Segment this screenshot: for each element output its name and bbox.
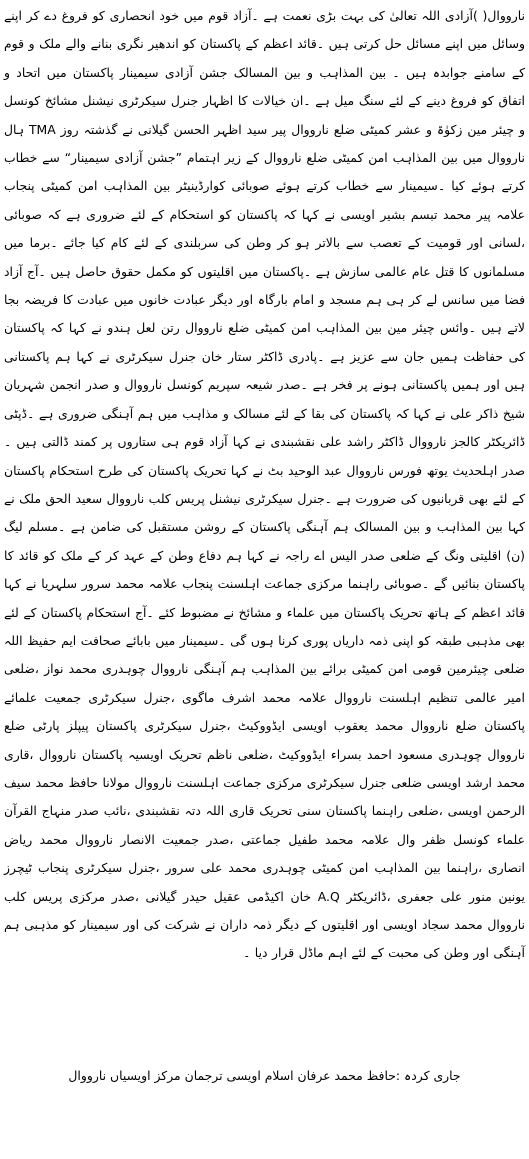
article-body [4, 2, 525, 968]
issued-by-footer: جاری کردہ :حافظ محمد عرفان اسلام اویسی ترجمان مرکز اویسیاں نارووال [68, 1068, 461, 1083]
article-paragraph: نارووال( )آزادی اللہ تعالیٰ کی بہت بڑی نعمت ہے ۔آزاد قوم میں خود انحصاری کو فروغ دے کر اپنے وسائل میں اپنے مسائل حل کرتی ہیں ۔قائد اعظم کے پاکستان کو اندھیر نگری بنانے والے ملک و قوم کے سامنے جوابدہ ہیں ۔ بین المذاہب و بین المسالک جشن آزادی سیمینار پاکستان میں اتحاد و اتفاق کو فروغ دینے کے لئے سنگ میل ہے ۔ان خیالات کا اظہار جنرل سیکرٹری نیشنل مشائخ کونسل و چیئر مین زکوٰۃ و عشر کمیٹی ضلع نارووال پیر سید اظہر الحسن گیلانی نے گذشتہ روز TMA ہال نارووال میں بین المذاہب امن کمیٹی ضلع نارووال کے زیر اہتمام ”جشن آزادی سیمینار“ سے خطاب کرتے ہوئے کیا ۔سیمینار سے خطاب کرتے ہوئے صوبائی کوارڈینیٹر بین المذاہب امن کمیٹی پنجاب علامہ پیر محمد تبسم بشیر اویسی نے کہا کہ پاکستان کو استحکام کے لئے ضروری ہے کہ صوبائی ،لسانی اور قومیت کے تعصب سے بالاتر ہو کر وطن کی سربلندی کے لئے کام کیا جائے ۔برما میں مسلمانوں کا قتل عام عالمی سازش ہے ۔پاکستان میں اقلیتوں کو مکمل حقوق حاصل ہیں ۔آج آزاد فضا میں سانس لے کر ہی ہم مسجد و امام بارگاہ اور دیگر عبادت خانوں میں عبادت کا فریضہ بجا لاتے ہیں ۔وائس چیئر مین بین المذاہب امن کمیٹی ضلع نارووال رتن لعل ہندو نے کہا کہ پاکستان کی حفاظت ہمیں جان سے عزیز ہے ۔پادری ڈاکٹر ستار خان جنرل سیکرٹری نے کہا ہم پاکستانی ہیں اور ہمیں پاکستانی ہونے پر فخر ہے ۔صدر شیعہ سپریم کونسل نارووال و صدر انجمن شہریان شیخ ذاکر علی نے کہا کہ پاکستان کی بقا کے لئے مسالک و مذاہب میں ہم آہنگی ضروری ہے ۔ڈپٹی ڈائریکٹر کالجز نارووال ڈاکٹر راشد علی نقشبندی نے کہا آزاد قوم ہی ستاروں پر کمند ڈالتی ہیں ۔صدر اہلحدیث یوتھ فورس نارووال عبد الوحید بٹ نے کہا تحریک پاکستان کی طرح استحکام پاکستان کے لئے بھی قربانیوں کی ضرورت ہے ۔جنرل سیکرٹری نیشنل پریس کلب نارووال سعید الحق ملک نے کہا بین المذاہب و بین المسالک ہم آہنگی پاکستان کے روشن مستقبل کی ضامن ہے ۔مسلم لیگ (ن) اقلیتی ونگ کے ضلعی صدر الیس اے راجہ نے کہا ہم دفاع وطن کے عہد کر کے ملک کو قائد کا پاکستان بنائیں گے ۔صوبائی راہنما مرکزی جماعت اہلسنت پنجاب علامہ محمد سرور سلہریا نے کہا قائد اعظم کے ہاتھ تحریک پاکستان میں علماء و مشائخ نے مضبوط کئے ۔آج استحکام پاکستان کے لئے بھی مذہبی طبقہ کو اپنی ذمہ داریاں پوری کرنا ہوں گی ۔سیمینار میں بابائے صحافت ایم حفیظ اللہ ضلعی چیئرمین قومی امن کمیٹی برائے بین المذاہب ہم آہنگی نارووال چوہدری محمد نواز ،ضلعی امیر عالمی تنظیم اہلسنت نارووال علامہ محمد اشرف ماگوی ،جنرل سیکرٹری جمعیت علمائے پاکستان ضلع نارووال محمد یعقوب اویسی ایڈووکیٹ ،جنرل سیکرٹری پاکستان پیپلز پارٹی ضلع نارووال چوہدری مسعود احمد بسراء ایڈووکیٹ ،ضلعی ناظم تحریک اویسیہ پاکستان نارووال ،قاری محمد ارشد اویسی ضلعی جنرل سیکرٹری مرکزی جماعت اہلسنت نارووال مولانا حافظ محمد سیف الرحمن اویسی ،ضلعی راہنما پاکستان سنی تحریک قاری اللہ دتہ نقشبندی ،نائب صدر منہاج القرآن علماء کونسل ظفر وال علامہ محمد طفیل جماعتی ،صدر جمعیت الانصار نارووال محمد ریاض انصاری ،راہنما بین المذاہب امن کمیٹی چوہدری محمد علی سرور ،جنرل سیکرٹری پنجاب ٹیچرز یونین منور علی جعفری ،ڈائریکٹر A.Q خان اکیڈمی عقیل حیدر گیلانی ،صدر مرکزی پریس کلب نارووال محمد سجاد اویسی اور اقلیتوں کے دیگر ذمہ داران نے شرکت کی اور سیمینار کو مذہبی ہم آہنگی اور وطن کی محبت کے لئے اہم ماڈل قرار دیا ۔ [4, 8, 526, 961]
